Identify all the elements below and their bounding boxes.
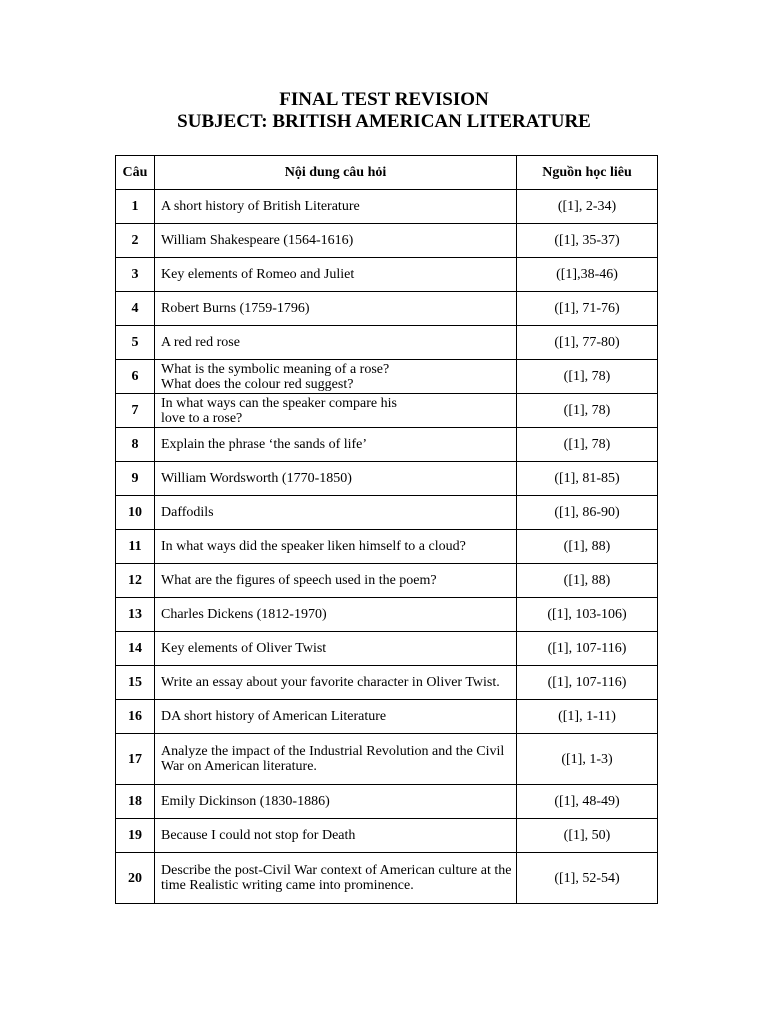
question-text: In what ways did the speaker liken himself to a cloud? (155, 530, 517, 564)
revision-table (115, 155, 658, 904)
question-text: Charles Dickens (1812-1970) (155, 598, 517, 632)
question-text: William Wordsworth (1770-1850) (155, 462, 517, 496)
question-text: What is the symbolic meaning of a rose? What does the colour red suggest? (155, 360, 517, 394)
question-source: ([1], 88) (517, 564, 658, 598)
question-text: Explain the phrase ‘the sands of life’ (155, 428, 517, 462)
question-source: ([1], 35-37) (517, 224, 658, 258)
document-subtitle: SUBJECT: BRITISH AMERICAN LITERATURE (177, 111, 591, 132)
question-text: Analyze the impact of the Industrial Revolution and the Civil War on American literature. (155, 734, 517, 785)
question-source: ([1], 71-76) (517, 292, 658, 326)
question-source: ([1], 50) (517, 819, 658, 853)
question-number: 7 (116, 394, 155, 428)
table-row (116, 428, 658, 462)
question-number: 18 (116, 785, 155, 819)
question-number: 14 (116, 632, 155, 666)
question-text: What are the figures of speech used in the poem? (155, 564, 517, 598)
question-number: 1 (116, 190, 155, 224)
question-number: 6 (116, 360, 155, 394)
question-text: Daffodils (155, 496, 517, 530)
question-number: 8 (116, 428, 155, 462)
table-row (116, 632, 658, 666)
table-row (116, 224, 658, 258)
question-text: In what ways can the speaker compare his love to a rose? (155, 394, 517, 428)
question-number: 2 (116, 224, 155, 258)
question-number: 9 (116, 462, 155, 496)
document-title: FINAL TEST REVISION (279, 89, 489, 110)
table-row (116, 496, 658, 530)
question-source: ([1], 1-11) (517, 700, 658, 734)
question-number: 11 (116, 530, 155, 564)
question-text: A short history of British Literature (155, 190, 517, 224)
question-number: 13 (116, 598, 155, 632)
question-source: ([1], 107-116) (517, 632, 658, 666)
question-source: ([1],38-46) (517, 258, 658, 292)
table-row (116, 360, 658, 394)
question-text: William Shakespeare (1564-1616) (155, 224, 517, 258)
question-source: ([1], 81-85) (517, 462, 658, 496)
question-number: 20 (116, 853, 155, 904)
question-number: 10 (116, 496, 155, 530)
question-text: Key elements of Romeo and Juliet (155, 258, 517, 292)
question-text: Because I could not stop for Death (155, 819, 517, 853)
question-source: ([1], 78) (517, 360, 658, 394)
table-row (116, 819, 658, 853)
table-row (116, 326, 658, 360)
table-row (116, 598, 658, 632)
question-source: ([1], 107-116) (517, 666, 658, 700)
question-text: DA short history of American Literature (155, 700, 517, 734)
table-row (116, 190, 658, 224)
table-row (116, 530, 658, 564)
question-source: ([1], 77-80) (517, 326, 658, 360)
table-row (116, 394, 658, 428)
table-row (116, 700, 658, 734)
question-number: 3 (116, 258, 155, 292)
question-number: 15 (116, 666, 155, 700)
question-source: ([1], 86-90) (517, 496, 658, 530)
question-source: ([1], 78) (517, 394, 658, 428)
table-row (116, 258, 658, 292)
table-row (116, 564, 658, 598)
question-source: ([1], 48-49) (517, 785, 658, 819)
question-text: A red red rose (155, 326, 517, 360)
question-number: 17 (116, 734, 155, 785)
question-number: 19 (116, 819, 155, 853)
table-row (116, 785, 658, 819)
question-source: ([1], 52-54) (517, 853, 658, 904)
header-source: Nguồn học liêu (517, 156, 658, 190)
table-row (116, 292, 658, 326)
question-text: Write an essay about your favorite character in Oliver Twist. (155, 666, 517, 700)
table-row (116, 734, 658, 785)
question-source: ([1], 88) (517, 530, 658, 564)
table-row (116, 853, 658, 904)
table-row (116, 462, 658, 496)
question-source: ([1], 78) (517, 428, 658, 462)
question-text: Robert Burns (1759-1796) (155, 292, 517, 326)
question-number: 16 (116, 700, 155, 734)
table-header-row (116, 156, 658, 190)
question-number: 12 (116, 564, 155, 598)
question-text: Describe the post-Civil War context of American culture at the time Realistic writing came into prominence. (155, 853, 517, 904)
question-number: 4 (116, 292, 155, 326)
question-source: ([1], 1-3) (517, 734, 658, 785)
header-question-content: Nội dung câu hỏi (155, 156, 517, 190)
header-question-number: Câu (116, 156, 155, 190)
question-source: ([1], 2-34) (517, 190, 658, 224)
question-text: Key elements of Oliver Twist (155, 632, 517, 666)
question-text: Emily Dickinson (1830-1886) (155, 785, 517, 819)
question-number: 5 (116, 326, 155, 360)
table-row (116, 666, 658, 700)
question-source: ([1], 103-106) (517, 598, 658, 632)
